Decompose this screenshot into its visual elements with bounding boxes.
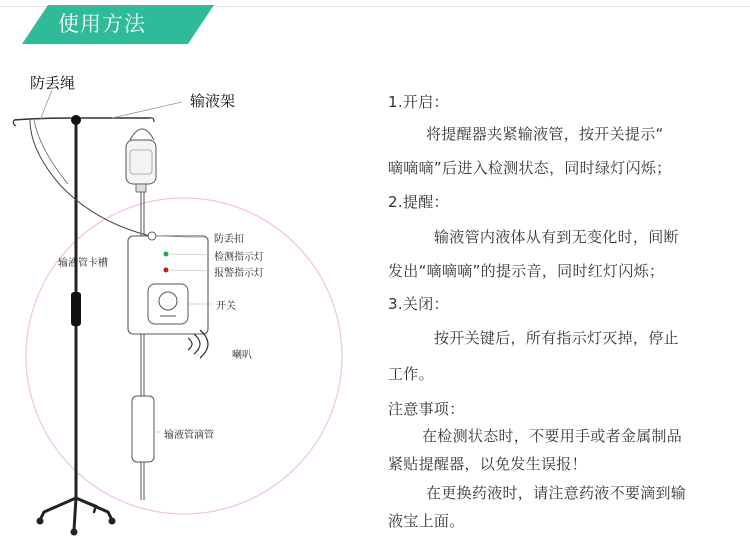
- label-drip-chamber: 输液管滴管: [164, 430, 214, 441]
- iv-bottle: [126, 140, 156, 184]
- step2-text-line1: 输液管内液体从有到无变化时，间断: [434, 228, 679, 246]
- label-iv-stand: 输液架: [190, 92, 236, 110]
- sound-wave-1: [188, 338, 192, 350]
- label-anti-loss-rope: 防丢绳: [30, 74, 76, 92]
- iv-bottle-cap: [136, 184, 146, 192]
- wheel-left: [37, 518, 44, 525]
- step1-title: 1.开启：: [388, 93, 449, 111]
- label-tube-slot: 输液管卡槽: [58, 258, 108, 269]
- step1-text-line1: 将提醒器夹紧输液管，按开关提示“: [426, 125, 664, 143]
- note1-line2: 紧贴提醒器，以免发生误报！: [388, 455, 587, 473]
- wheel-right: [109, 518, 116, 525]
- drip-chamber: [132, 396, 154, 462]
- step1-text-line2: 嘀嘀嘀”后进入检测状态，同时绿灯闪烁；: [388, 159, 672, 177]
- alarm-led: [164, 268, 169, 273]
- iv-stand-top-knob: [71, 115, 81, 125]
- note2-line1: 在更换药液时，请注意药液不要滴到输: [426, 484, 687, 502]
- wheel-front: [71, 529, 78, 536]
- page-title: 使用方法: [58, 12, 146, 36]
- label-alarm-indicator: 报警指示灯: [214, 268, 264, 279]
- anti-loss-buckle: [148, 232, 156, 240]
- iv-stand-hook-left: [13, 120, 16, 126]
- switch-button: [148, 284, 188, 324]
- note1-line1: 在检测状态时，不要用手或者金属制品: [422, 427, 683, 445]
- iv-stand-clamp: [71, 292, 81, 326]
- label-anti-loss-buckle: 防丢扣: [214, 234, 244, 245]
- detect-led: [164, 252, 169, 257]
- note2-line2: 液宝上面。: [388, 512, 465, 530]
- leader-anti-loss-rope: [40, 90, 52, 120]
- iv-stand-leg-left: [40, 498, 76, 520]
- step3-title: 3.关闭：: [388, 295, 449, 313]
- notes-title: 注意事项：: [388, 400, 465, 418]
- iv-stand-leg-back: [76, 498, 96, 512]
- label-detect-indicator: 检测指示灯: [214, 252, 264, 263]
- iv-stand-arm: [14, 118, 150, 120]
- label-speaker: 喇叭: [232, 350, 252, 361]
- iv-stand-hook-right: [150, 118, 154, 122]
- bottle-hanger: [130, 129, 154, 140]
- step2-title: 2.提醒：: [388, 193, 449, 211]
- leader-iv-stand: [112, 102, 182, 118]
- sound-wave-2: [194, 334, 200, 354]
- step3-text-line1: 按开关键后，所有指示灯灭掉，停止: [434, 329, 679, 347]
- step3-text-line2: 工作。: [388, 365, 434, 383]
- step2-text-line2: 发出“嘀嘀嘀”的提示音，同时红灯闪烁；: [388, 262, 665, 280]
- label-switch: 开关: [216, 301, 236, 312]
- iv-stand-leg-front: [74, 498, 76, 530]
